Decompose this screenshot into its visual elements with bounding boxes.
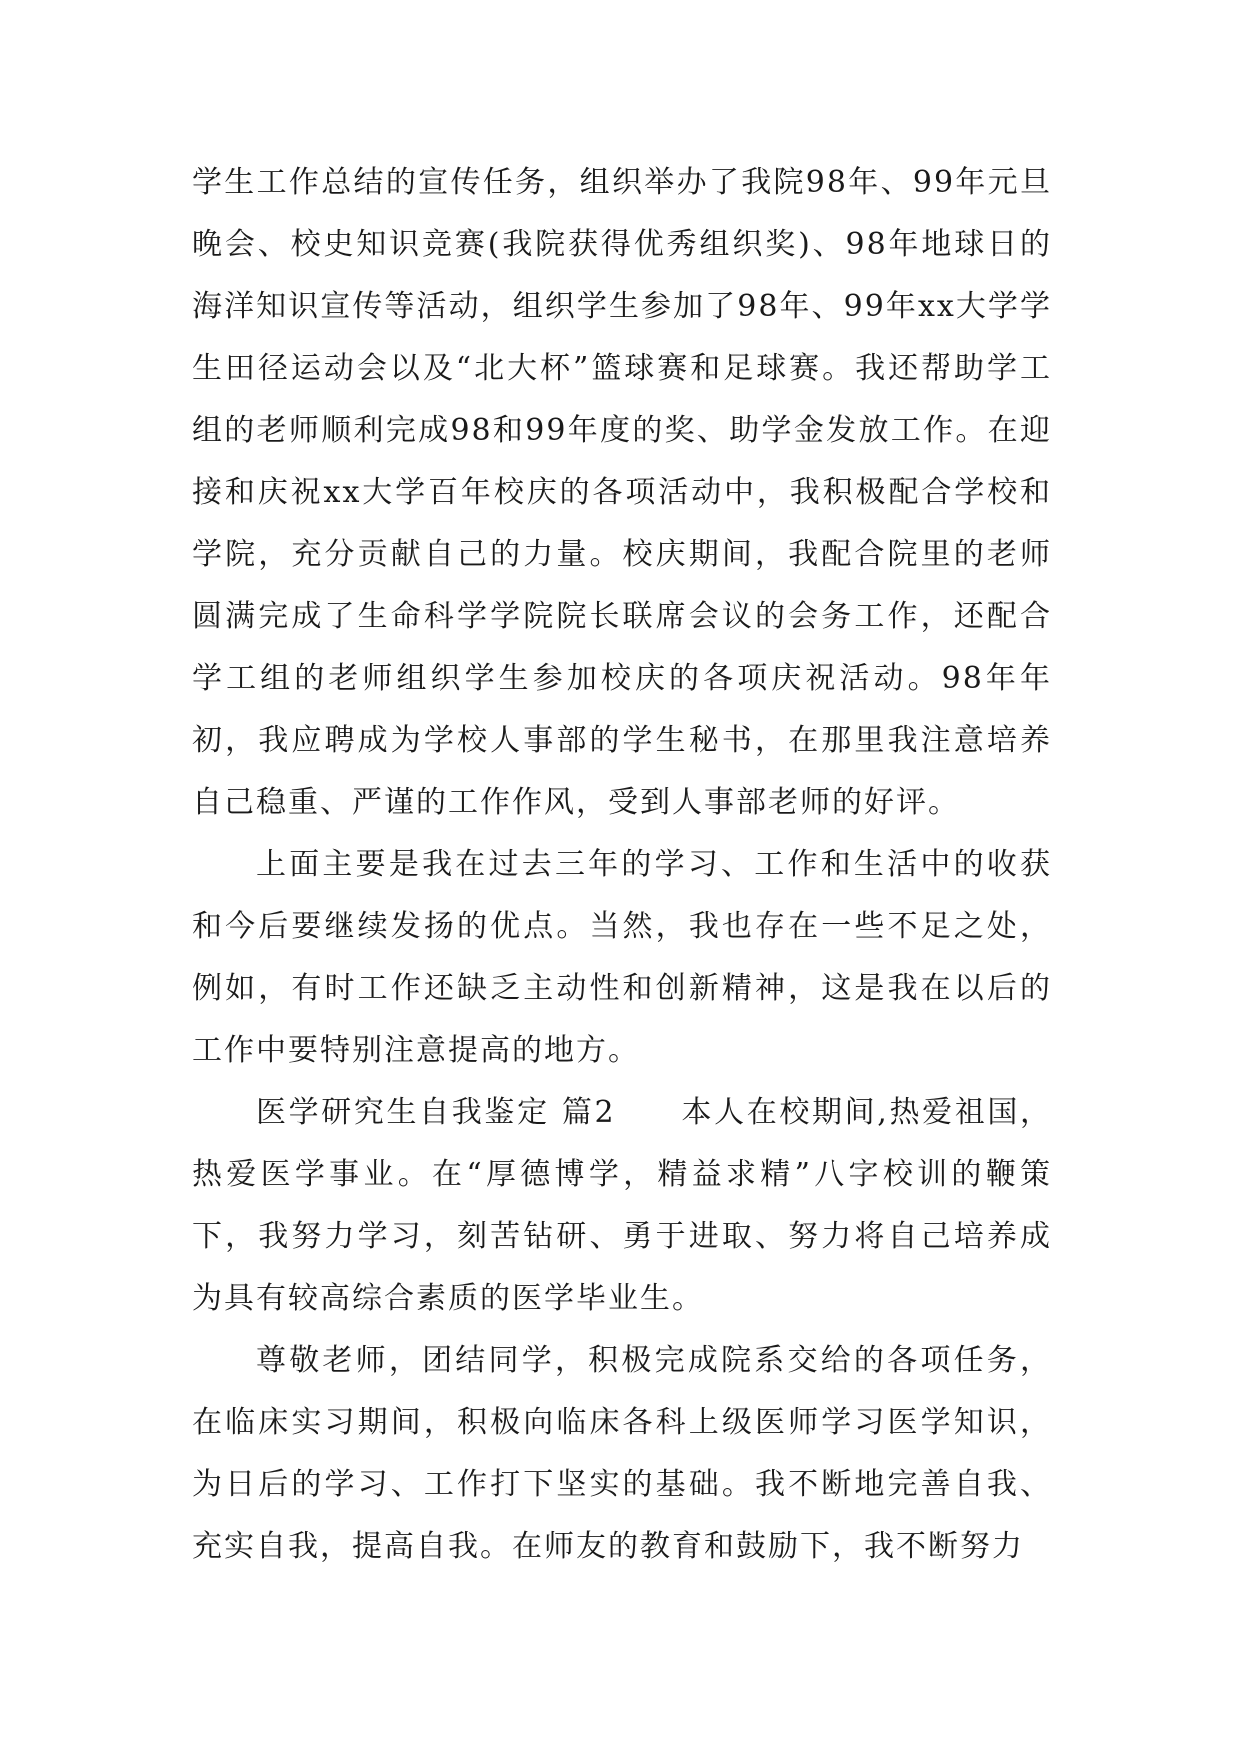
body-text (192, 152, 1052, 1578)
paragraph-clinical-practice: 尊敬老师，团结同学，积极完成院系交给的各项任务，在临床实习期间，积极向临床各科上级医师学习医学知识，为日后的学习、工作打下坚实的基础。我不断地完善自我、充实自我，提高自我。在师友的教育和鼓励下，我不断努力 (192, 1343, 1052, 1564)
paragraph-section-2-intro: 医学研究生自我鉴定 篇2 本人在校期间,热爱祖国，热爱医学事业。在“厚德博学，精益求精”八字校训的鞭策下，我努力学习，刻苦钻研、勇于进取、努力将自己培养成为具有较高综合素质的医学毕业生。 (192, 1095, 1052, 1316)
paragraph-continuation: 学生工作总结的宣传任务，组织举办了我院98年、99年元旦晚会、校史知识竞赛(我院获得优秀组织奖)、98年地球日的海洋知识宣传等活动，组织学生参加了98年、99年xx大学学生田径运动会以及“北大杯”篮球赛和足球赛。我还帮助学工组的老师顺利完成98和99年度的奖、助学金发放工作。在迎接和庆祝xx大学百年校庆的各项活动中，我积极配合学校和学院，充分贡献自己的力量。校庆期间，我配合院里的老师圆满完成了生命科学学院院长联席会议的会务工作，还配合学工组的老师组织学生参加校庆的各项庆祝活动。98年年初，我应聘成为学校人事部的学生秘书，在那里我注意培养自己稳重、严谨的工作作风，受到人事部老师的好评。 (192, 165, 1052, 820)
paragraph-summary: 上面主要是我在过去三年的学习、工作和生活中的收获和今后要继续发扬的优点。当然，我也存在一些不足之处，例如，有时工作还缺乏主动性和创新精神，这是我在以后的工作中要特别注意提高的地方。 (192, 847, 1052, 1068)
